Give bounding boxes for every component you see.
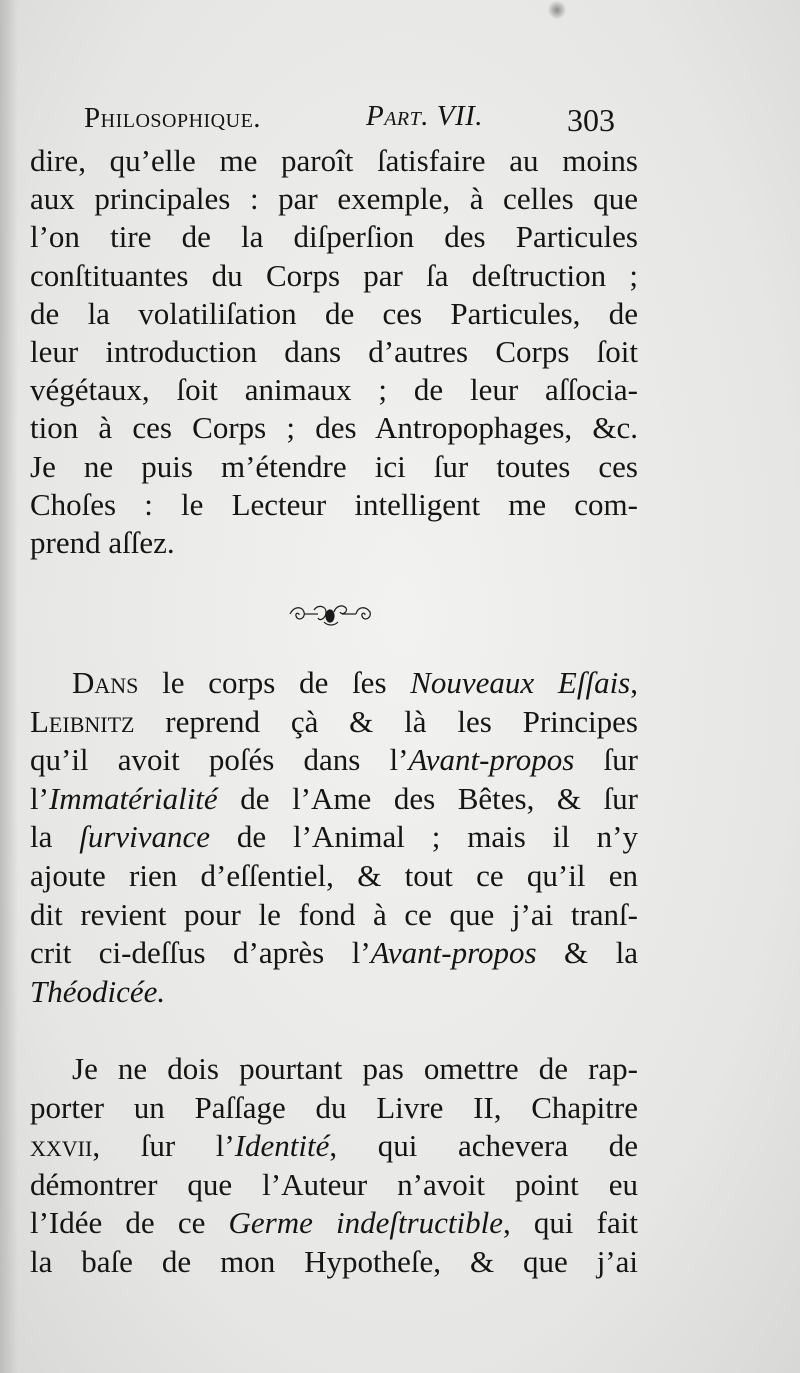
- text-line: la ſurvivance de l’Animal ; mais il n’y: [30, 819, 638, 855]
- text-line: l’Immatérialité de l’Ame des Bêtes, & ſur: [30, 780, 638, 816]
- text-line: porter un Paſſage du Livre II, Chapitre: [30, 1089, 638, 1125]
- text-line: crit ci-deſſus d’après l’Avant-propos & la: [30, 935, 638, 971]
- text-line: ajoute rien d’eſſentiel, & tout ce qu’il en: [30, 857, 638, 893]
- running-title: Philosophique.: [84, 102, 262, 134]
- text-line: tion à ces Corps ; des Antropophages, &c.: [30, 410, 638, 446]
- page-number: 303: [567, 102, 615, 138]
- text-line: Dans le corps de ſes Nouveaux Eſſais,: [72, 665, 638, 700]
- text-line: l’on tire de la diſperſion des Particules: [30, 219, 638, 255]
- paragraph-identite: [30, 1050, 638, 1282]
- text-line: végétaux, ſoit animaux ; de leur aſſocia-: [30, 372, 638, 408]
- text-line: Théodicée.: [30, 973, 166, 1009]
- text-line: conſtituantes du Corps par ſa deſtruction ;: [30, 257, 638, 293]
- text-line: Je ne puis m’étendre ici ſur toutes ces: [30, 448, 638, 484]
- text-line: Leibnitz reprend çà & là les Principes: [30, 703, 638, 739]
- part-label: Part. VII.: [366, 100, 484, 132]
- running-header: [84, 96, 644, 144]
- text-line: xxvii, ſur l’Identité, qui achevera de: [30, 1128, 638, 1164]
- book-title: Nouveaux Eſſais: [410, 665, 631, 700]
- text-line: dire, qu’elle me paroît ſatisfaire au moins: [30, 143, 638, 178]
- text-line: démontrer que l’Auteur n’avoit point eu: [30, 1166, 638, 1202]
- author-name: Leibnitz: [30, 703, 135, 739]
- drop-lead-word: Dans: [72, 665, 139, 700]
- paragraph-continuation: [30, 142, 638, 562]
- gutter-shadow: [0, 0, 18, 1373]
- roman-numeral: xxvii: [30, 1128, 93, 1164]
- ink-blot: [548, 0, 566, 20]
- text-line: dit revient pour le fond à ce que j’ai tranſ-: [30, 896, 638, 932]
- text-line: qu’il avoit poſés dans l’Avant-propos ſur: [30, 742, 638, 778]
- text-line: leur introduction dans d’autres Corps ſoit: [30, 333, 638, 369]
- text-line: Je ne dois pourtant pas omettre de rap-: [72, 1051, 638, 1086]
- paragraph-leibnitz: [30, 664, 638, 1011]
- text-line: prend aſſez.: [30, 524, 175, 560]
- text-line: aux principales : par exemple, à celles que: [30, 181, 638, 217]
- text-line: la baſe de mon Hypotheſe, & que j’ai: [30, 1243, 638, 1279]
- text-line: de la volatiliſation de ces Particules, de: [30, 295, 638, 331]
- text-line: l’Idée de ce Germe indeſtructible, qui fait: [30, 1205, 638, 1241]
- fleuron-ornament-icon: [284, 600, 376, 630]
- text-line: Choſes : le Lecteur intelligent me com-: [30, 486, 638, 522]
